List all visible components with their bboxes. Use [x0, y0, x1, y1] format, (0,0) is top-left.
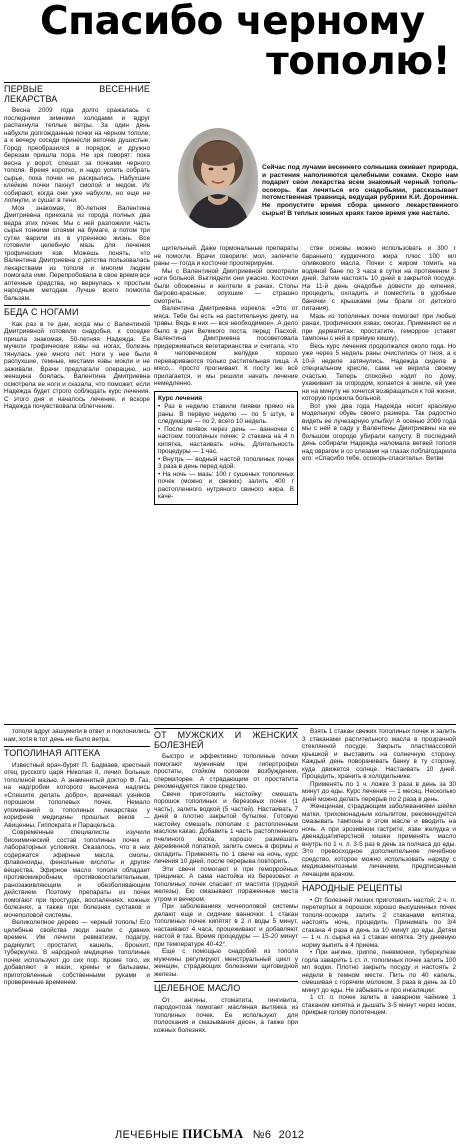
footer-magazine-name: ПИСЬМА — [182, 1126, 244, 1141]
course-item: • На ночь — мазь: 100 г сушеных тополиных почек (можно и свежих) залить 400 г растопленного нутряного свиного жира. В каче- — [158, 471, 294, 501]
paragraph: тополя вдруг зашумели в ответ и поклонились нам, хотя в тот день не было ветра. — [4, 728, 150, 743]
paragraph: Весь курс лечения продолжался около года. Но уже через 5 недель раны очистились от гноя, а к 10-й неделе затянулись. Надежда сидела в специальном кресле, сама не верила своему счастью. Теперь спокойно ходит по дому, ухаживает за огородом, копается в земле, ей уже ни на минуту не хочется возвращаться к той жизни, которую прожила больной. — [302, 342, 456, 402]
paragraph: Современные специалисты изучили биохимический состав тополиных почек и лабораторных условиях. Оказалось, что в них содержатся эфирные масла, смолы, флавоноиды, фенольные кислоты и другие вещества. Эфирное масло тополя обладает противомикробным, противовоспалительным, ранозаживляющим и обезболивающим действием. Поэтому препараты из почек помогают при простудах, воспалениях, кожных болезнях, а также при болезнях суставов и мочеполовой системы. — [4, 829, 150, 919]
page-headline — [30, 2, 460, 82]
author-photo — [178, 128, 258, 228]
column-5 — [154, 728, 298, 1122]
paragraph: 1 ст. л. почек залить в заварном чайнике 1 стаканом кипятка и дышать 3-5 минут через носик, прикрыв голову полотенцем. — [302, 994, 456, 1016]
section-title-pharmacy: ТОПОЛИНАЯ АПТЕКА — [4, 746, 150, 759]
paragraph: Мазь из тополиных почек помогает при любых ранах, трофических язвах, ожогах. Применяют ее и при дерматитах, простатите, геморрое (ставят тампоны с ней в прямую кишку). — [302, 312, 456, 342]
paragraph: Применять по 1 ч. ложке 3 раза в день за 30 минут до еды. Курс лечения — 1 месяц. Несколько дней можно делать перерыв по 2 раза в день. — [302, 780, 456, 803]
course-item: • После пиявок через день — ванночки с настоем тополиных почек: 2 стакана на 4 л кипятка, настаивать ночь. Длительность процедуры — 1 час. — [158, 426, 294, 456]
headline-line-2: тополю! — [266, 39, 450, 84]
paragraph: От ангины, стоматита, гингивита, пародонтоза помогает масляная вытяжка из тополиных почек. Ее используют для полоскания и смазывания десен, а также при кожных болезнях. — [154, 996, 298, 1034]
portrait-illustration — [178, 128, 258, 228]
paragraph: Еще с помощью снадобий из тополя мужчины регулируют менструальный цикл у женщин, страдающих болезнями щитовидной железы. — [154, 948, 298, 978]
paragraph: Эти свечи помогают и при геморройных трещинах. А сама настойка из березовых и тополиных почек спасает от мастита (грудной железы). Ею смазывают пораженные места утром и вечером. — [154, 865, 298, 903]
paragraph: стве основы можно использовать и 300 г бараньего курдючного жира плюс 100 мл оливкового масла. Почки с жиром томить на водяной бане по 3 часа в сутки на протяжении 3 дней. Затем настоять 10 дней в закрытой посуде. На 11-й день снадобье довести до кипения, процедить, охладить и поместить в удобные баночки с крышками (мы брали от детского питания). — [302, 245, 456, 312]
paragraph: Валентина Дмитриевна изрекла: «Это от мяса. Тебе бы есть на растительную диету, на травы. Ведь в них — все необходимое». А дело было в дни Великого поста, перед Пасхой. Валентина Дмитриевна посоветовала придерживаться вегетарианства и считала, что в человеческом желудке хорошо перевариваются только растительная пища. А мясо... просто прогнивает. К посту же всё прилагается, и мы решили начать лечение немедленно. — [154, 305, 298, 387]
paragraph: Великолепное дерево — черный тополь! Его целебные свойства люди знали с давних времен. Им лечили ревматизм, подагру, радикулит, простатит, кашель, бронхит, туберкулез. В народной медицине тополиные почки используют до сих пор. Кроме того, их добавляют в мази, кремы и бальзамы, приготовленные собственными руками и проверенные временем. — [4, 919, 150, 986]
paragraph: Мы с Валентиной Дмитриевной осмотрели ноги больной. Выглядели они ужасно. Косточки были обожжены и желтели в ранах. Стопы багрово-красные, опухшие — страшно смотреть. — [154, 267, 298, 305]
horizontal-divider — [4, 724, 456, 725]
paragraph: Свечи приготовить настойку: смешать порошок тополиных и березовых почек (1 часть), залить водкой (5 частей). Настаивать 7 дней в плотно закрытой бутылке. Готовую настойку смешать пополам с растопленным маслом какао. Добавить 1 часть растопленного пчелиного воска, хорошо размешать деревянной лопаткой, залить смесь в формы и охладить. Применять по 1 свече на ночь, курс лечения 10 дней, после перерыва повторить. — [154, 790, 298, 865]
section-title-folk: НАРОДНЫЕ РЕЦЕПТЫ — [302, 881, 456, 894]
course-item: • Внутрь — водный настой тополиных почек 3 раза в день перед едой. — [158, 456, 294, 471]
folk-recipe: • От болезней легких приготовить настой: 2 ч. л. перетертых в порошок хорошо высушенных почек тополя-осокоря залить 2 стаканами кипятка, настоять ночь, процедить. Принимать по 3/4 стакана 4 раза в день за 10 минут до еды. Детям — 1 ч. л. сырья на 1 стакан кипятка. Эту дневную норму выпить в 4 приема. — [302, 897, 456, 950]
paragraph: Моя знакомая, 80-летняя Валентина Дмитриевна приехала из города полных два ведра этих почек. Мы с ней разложили часть сырья тонкими слоями на бумаге, а потом три сутки варили их в утреннюю жизнь. Все готовили целебную мазь для лечения трофических язв. Можешь понять, что Валентина Дмитриевна с детства пользовалась лекарствами из тополя и многим людям помогала ими. Перепробовала в свое время все аптечные средства, но вернулась к простым народным методам. Лучше всего помогла бальзам. — [4, 204, 150, 302]
column-4 — [4, 728, 150, 1122]
column-6 — [302, 728, 456, 1122]
lead-paragraph — [262, 164, 458, 217]
column-3 — [302, 245, 456, 721]
paragraph: При заболеваниях мочеполовой системы делают еще и сидячие ванночки: 1 стакан тополиных почек кипятят в 2 л воды 5 минут, настаивают 4 часа, процеживают и добавляют настой в таз. Время процедуры — 15-20 минут при температуре 40-42°. — [154, 903, 298, 948]
folk-recipe: • При ангине, гриппе, пневмонии, туберкулезе горла заварить 1 ст. л. тополиных почек залить 100 мл водки. Плотно закрыть посуду и настоять 2 недели в темном месте. Пить по 40 капель, смешивая с горячим молоком, 3 раза в день за 10 минут до еды. Не забывать и про ингаляции: — [302, 949, 456, 994]
footer-left-word: ЛЕЧЕБНЫЕ — [115, 1129, 179, 1141]
headline-line-1: Спасибо черному — [40, 0, 425, 44]
column-2 — [154, 245, 298, 721]
course-title: Курс лечения — [158, 394, 203, 402]
paragraph: Как раз в те дни, когда мы с Валентиной Дмитриевной готовили снадобья, к соседке пришла знакомая, 50-летняя Надежда. Ее мучили трофические язвы на ногах, болезнь тянулась уже много лет. Ноги у нее были распухшие, темные, местами язвы мокли и не заживали. Врачи предлагали операцию, но женщина боялась. Валентина Дмитриевна осмотрела ее ноги и сказала, что поможет, если Надежда будет строго соблюдать курс лечения. С этого дня и началось лечение, и вскоре Надежда почувствовала облегчение. — [4, 320, 150, 410]
section-title-trouble: БЕДА С НОГАМИ — [4, 305, 150, 318]
page-footer — [115, 1126, 460, 1144]
paragraph: щительный. Даже гормональные препараты не помогли. Врачи говорили: мол, залечите раны — тогда и косточки прооперируем. — [154, 245, 298, 267]
paragraph: Женщинам, страдающим заболеваниями шейки матки, трихомонадным кольпитом, рекомендуется смазывать тампоны в этом масле и вводить на ночь. А при эрозивном гастрите, язве желудка и двенадцатиперстной кишки применять масло внутрь по 1 ч. л. 3-5 раз в день за полчаса до еды. Это превосходное дополнительное лечебное средство, которое можно использовать наряду с медикаментозным лечением, предписанным лечащим врачом. — [302, 803, 456, 878]
paragraph: Взять 1 стакан свежих тополиных почек и залить 3 стаканами растительного масла в прозрачной стеклянной посуде. Закрыть пластмассовой крышкой и выставить на солнечную сторону. Каждый день поворачивать банку в ту сторону, куда движется солнце. Настаивать 10 дней. Процедить, хранить в холодильнике. — [302, 728, 456, 780]
section-title-mens: ОТ МУЖСКИХ И ЖЕНСКИХ БОЛЕЗНЕЙ — [154, 730, 298, 750]
course-box — [154, 391, 298, 505]
paragraph: Весна 2009 года долго сражалась с последними зимними холодами и вдруг распахнула теплые ветры. За один день набухли долгожданные почки на черном тополе, а к вечеру соседи принесли веточки душистые. Город преобразился в порядок, и дружно березам пришла пора. Не зря говорят: пока весна у ворот, спешат за почками черного тополя. Время коротко, и надо успеть собрать сырье, пока почки не раскрылись. Набухшие клейкие почки пахнут смолой и медом. Их собирают, когда они уже набухли, но еще не лопнули, и сушат в тени. — [4, 107, 150, 204]
footer-year: 2012 — [278, 1129, 305, 1141]
section-title-ointment: ЦЕЛЕБНОЕ МАСЛО — [154, 981, 298, 994]
paragraph: Известный врач-бурят П. Бадмаев, крестный отец русского царя Николая II, лечил больных тополиной мазью. А знаменитый доктор Ф. Газ, на надгробии которого высечена надпись «Спешите делать добро», врачевал узников порошком тополевых почек. Немало упоминаний о тополиных лекарствах у корифеев медицины прошлых веков — Авиценны, Гиппократа и Парацельса. — [4, 761, 150, 829]
column-1 — [4, 82, 150, 722]
lead-text: Сейчас под лучами весеннего солнышка оживает природа, и растения наполняются целебными соками. Скоро нам подарит свои лекарства всем знакомый черный тополь-осокорь. Как лечиться его снадобьями, рассказывает потомственная травница, ведущая рубрики К.И. Доронина. Не пропустите время сбора ценного лекарственного сырья! В теплых южных краях такое время уже настало. — [262, 164, 458, 217]
course-item: • Раз в неделю ставили пиявки прямо на раны. В первую неделю — по 5 штук, в следующие — по 2, всего 10 недель. — [158, 403, 294, 426]
paragraph: Вот уже два года Надежда носит красивую модельную обувь своего размера. Так радостно видеть ее лучезарную улыбку! А осенью 2009 года мы с ней в саду у Валентины Дмитриевны на ее большом огороде убирали капусту. В последний день собирали Надежда наломала ветвей тополя над оврагом и со слезами на глазах поблагодарила его: «Спасибо тебе, осокорь-спаситель». Ветви — [302, 402, 456, 462]
section-title-first-spring: ПЕРВЫЕ ВЕСЕННИЕ ЛЕКАРСТВА — [4, 84, 150, 104]
paragraph: Быстро и эффективно тополиные почки помогают мужчинам при гипертрофии простаты, стойком половом возбуждении, сперматорее. А страдающим от простатита рекомендуется такое средство. — [154, 753, 298, 790]
footer-issue: №6 — [252, 1129, 272, 1141]
